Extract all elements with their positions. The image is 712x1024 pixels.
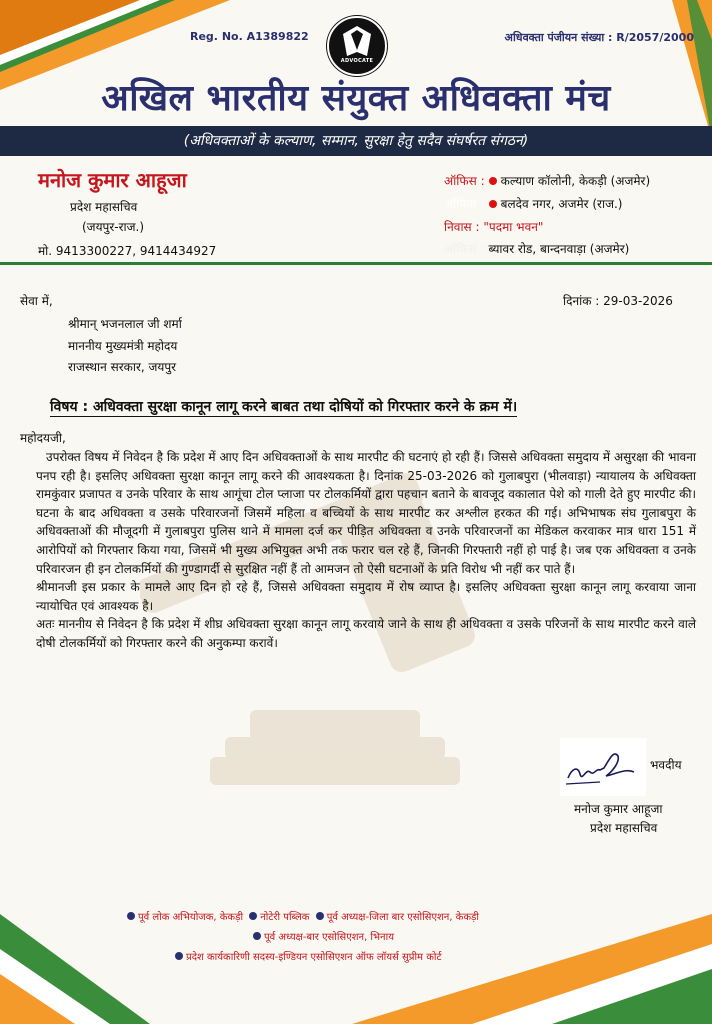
sender-designation: प्रदेश महासचिव [70, 200, 138, 214]
office-address-3 [444, 240, 629, 257]
to-label: सेवा में, [20, 294, 53, 308]
signatory-designation: प्रदेश महासचिव [590, 821, 658, 835]
salutation: महोदयजी, [20, 431, 66, 445]
office-2: बलदेव नगर, अजमेर (राज.) [500, 197, 623, 211]
recipient-office: राजस्थान सरकार, जयपुर [68, 360, 177, 374]
bullet-icon [489, 200, 497, 208]
bullet-icon [253, 932, 261, 940]
bullet-icon [175, 952, 183, 960]
handwritten-signature [560, 738, 646, 796]
recipient-name: श्रीमान् भजनलाल जी शर्मा [68, 317, 182, 331]
advocate-seal-logo [327, 16, 387, 76]
letter-date: दिनांक : 29-03-2026 [563, 294, 673, 308]
tagline-band [0, 126, 712, 156]
bullet-icon [316, 912, 324, 920]
advocate-registration: अधिवक्ता पंजीयन संख्या : R/2057/2000 [504, 31, 694, 44]
residence-label: निवास : [444, 220, 480, 234]
office-1: कल्याण कॉलोनी, केकड़ी (अजमेर) [500, 174, 651, 188]
footer-line-3 [172, 949, 442, 963]
footer-item-4: पूर्व अध्यक्ष-बार एसोसिएशन, भिनाय [264, 932, 394, 943]
footer-item-1: पूर्व लोक अभियोजक, केकड़ी [138, 912, 244, 923]
paragraph-1: उपरोक्त विषय में निवेदन है कि प्रदेश में आए दिन अधिवक्ताओं के साथ मारपीट की घटनाएं हो रही हैं। जिससे अधिवक्ता समुदाय में असुरक्षा की भावना पनप रही है। इसलिए अधिवक्ता सुरक्षा कानून लागू करने की आवश्यकता है। दिनांक 25-03-2026 को गुलाबपुरा (भीलवाड़ा) न्यायालय के अधिवक्ता रामकुंवार प्रजापत व उनके परिवार के साथ आगूंचा टोल प्लाजा पर टोलकर्मियों द्वारा पहचान बताने के बावजूद वकालात पेशे को गाली देते हुए मारपीट की। घटना के बाद अधिवक्ता व उसके परिवारजनों जिसमें महिला व बच्चियों के साथ मारपीट कर अश्लील हरकत की गई। अभिभाषक संघ गुलाबपुरा के अधिवक्ताओं की मौजूदगी में गुलाबपुरा पुलिस थाने में मामला दर्ज कर पीड़ित अधिवक्ता व उनके परिवारजनों का मेडिकल करवाकर मात्र धारा 151 में आरोपियों को गिरफ्तार किया गया, जिसमें भी मुख्य अभियुक्त अभी तक फरार चल रहे हैं, जिनकी गिरफ्तारी नहीं हो पाई है। जब एक अधिवक्ता व उनके परिवारजन ही इन टोलकर्मियों की गुण्डागर्दी से सुरक्षित नहीं हैं तो आमजन तो ऐसी घटनाओं के प्रति विरोध भी नहीं कर पाते हैं। [36, 450, 696, 576]
footer-item-5: प्रदेश कार्यकारिणी सदस्य-इण्डियन एसोसिएशन ऑफ लॉयर्स सुप्रीम कोर्ट [186, 952, 442, 963]
sender-name: मनोज कुमार आहूजा [38, 168, 187, 192]
footer-item-2: नोटेरी पब्लिक [260, 912, 310, 923]
sender-mobile: मो. 9413300227, 9414434927 [38, 244, 217, 258]
organization-title: अखिल भारतीय संयुक्त अधिवक्ता मंच [101, 78, 611, 119]
paragraph-2: श्रीमानजी इस प्रकार के मामले आए दिन हो रहे हैं, जिससे अधिवक्ता समुदाय में रोष व्याप्त है। इसलिए अधिवक्ता सुरक्षा कानून लागू करवाया जाना न्यायोचित एवं आवश्यक है। [36, 580, 696, 613]
paragraph-3: अतः माननीय से निवेदन है कि प्रदेश में शीघ्र अधिवक्ता सुरक्षा कानून लागू करवाये जाने के साथ ही अधिवक्ता व उसके परिजनों के साथ मारपीट करने वाले दोषी टोलकर्मियों को गिरफ्तार करने की अनुकम्पा करावें। [36, 617, 696, 650]
bullet-icon [489, 177, 497, 185]
office-3: ब्यावर रोड, बान्दनवाड़ा (अजमेर) [488, 242, 630, 256]
footer-line-2 [250, 929, 394, 943]
residence-address [444, 218, 543, 235]
closing: भवदीय [650, 758, 682, 772]
signatory-name: मनोज कुमार आहूजा [574, 802, 663, 816]
tagline: (अधिवक्ताओं के कल्याण, सम्मान, सुरक्षा हेतु सदैव संघर्षरत संगठन) [183, 133, 529, 149]
bullet-icon [249, 912, 257, 920]
residence: "पदमा भवन" [483, 220, 544, 234]
header-divider [0, 262, 712, 265]
office-label: ऑफिस : [444, 174, 485, 188]
office-address-1 [444, 172, 650, 189]
letter-body [36, 448, 696, 653]
seal-text: ADVOCATE [340, 58, 374, 64]
office-address-2 [444, 195, 622, 212]
sender-place: (जयपुर-राज.) [82, 220, 145, 234]
footer-item-3: पूर्व अध्यक्ष-जिला बार एसोसिएशन, केकड़ी [326, 912, 479, 923]
recipient-title: माननीय मुख्यमंत्री महोदय [68, 339, 178, 353]
footer-line-1 [124, 909, 479, 923]
registration-number: Reg. No. A1389822 [190, 30, 309, 43]
tricolor-corner-bottom-left [0, 854, 150, 1024]
office-3-label: ऑफिस : [444, 242, 485, 256]
letter-subject: विषय : अधिवक्ता सुरक्षा कानून लागू करने बाबत तथा दोषियों को गिरफ्तार करने के क्रम में। [50, 399, 518, 415]
bullet-icon [127, 912, 135, 920]
office-2-label: ऑफिस : [444, 197, 485, 211]
